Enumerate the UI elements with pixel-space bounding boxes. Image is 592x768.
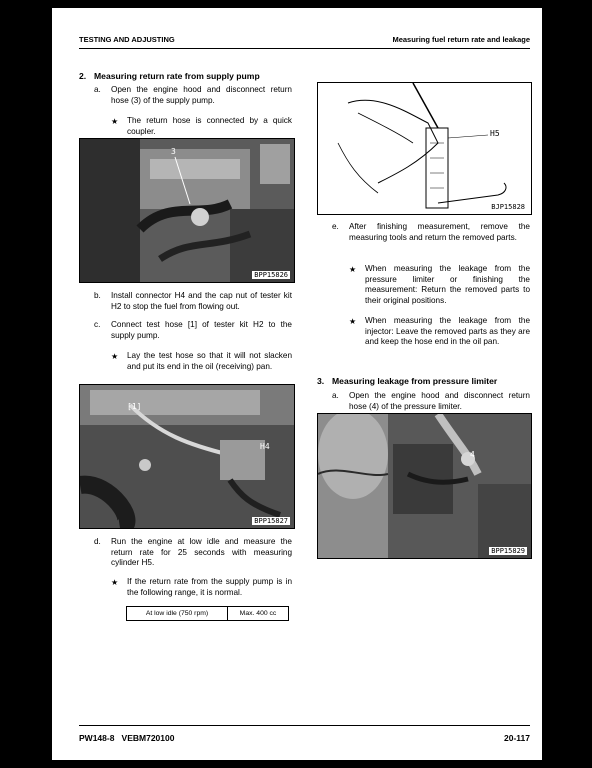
engine-photo-1 [80, 139, 294, 282]
engine-photo-2 [80, 385, 294, 528]
step-2c-label: c. [94, 320, 101, 329]
step-3a-text: Open the engine hood and disconnect return hose (4) of the pressure limiter. [349, 391, 530, 411]
star-icon: ★ [111, 117, 119, 126]
section-2-title: Measuring return rate from supply pump [94, 71, 260, 81]
manual-page [52, 8, 542, 760]
step-2e-note-2: When measuring the leakage from the injector: Leave the removed parts as they are and keep the hose end in the oil pan. [365, 316, 530, 347]
figure-id: BPP15829 [491, 547, 525, 555]
header-rule [79, 48, 530, 49]
step-2a-text: Open the engine hood and disconnect return hose (3) of the supply pump. [111, 85, 292, 105]
step-2d-note: If the return rate from the supply pump is in the following range, it is normal. [127, 577, 292, 597]
step-2c-text: Connect test hose [1] of tester kit H2 to the supply pump. [111, 320, 292, 340]
table-condition-cell: At low idle (750 rpm) [127, 607, 228, 621]
engine-photo-3 [318, 414, 531, 558]
star-icon: ★ [349, 265, 357, 274]
callout-3: 3 [171, 147, 176, 156]
step-2b-label: b. [94, 291, 101, 300]
footer-model-name: PW148-8 [79, 733, 115, 743]
section-2-number: 2. [79, 71, 87, 81]
step-2a-label: a. [94, 85, 101, 94]
footer-rule [79, 725, 530, 726]
header-topic-title: Measuring fuel return rate and leakage [392, 35, 530, 44]
footer-page-number: 20-117 [504, 733, 530, 743]
callout-test-hose: [1] [127, 402, 142, 411]
return-rate-table [126, 606, 289, 621]
callout-h4: H4 [260, 442, 270, 451]
step-2e-text: After finishing measurement, remove the measuring tools and return the removed parts. [349, 222, 530, 242]
figure-id: BPP15827 [254, 517, 288, 525]
table-row [127, 607, 289, 621]
figure-id: BPP15826 [254, 271, 288, 279]
figure-id: BJP15828 [491, 203, 525, 211]
table-value-cell: Max. 400 cc [228, 607, 289, 621]
step-2e-label: e. [332, 222, 339, 231]
step-2c-note: Lay the test hose so that it will not slacken and put its end in the oil (receiving) pan. [127, 351, 292, 371]
step-3a-label: a. [332, 391, 339, 400]
figure-test-hose [79, 384, 295, 529]
step-2e-note-1: When measuring the leakage from the pressure limiter or finishing the measurement: Return the removed parts to their original positions. [365, 264, 530, 305]
callout-h5: H5 [490, 129, 500, 138]
step-2b-text: Install connector H4 and the cap nut of tester kit H2 to stop the fuel from flowing out. [111, 291, 292, 311]
figure-pressure-limiter-hose [317, 413, 532, 559]
footer-model [79, 733, 174, 743]
star-icon: ★ [111, 578, 119, 587]
footer-doc-number: VEBM720100 [121, 733, 175, 743]
step-2d-label: d. [94, 537, 101, 546]
figure-supply-pump-hose [79, 138, 295, 283]
step-2d-text: Run the engine at low idle and measure the return rate for 25 seconds with measuring cylinder H5. [111, 537, 292, 568]
section-3-title: Measuring leakage from pressure limiter [332, 376, 498, 386]
step-2a-note: The return hose is connected by a quick coupler. [127, 116, 292, 136]
measuring-cylinder-drawing [318, 83, 531, 214]
star-icon: ★ [349, 317, 357, 326]
section-3-number: 3. [317, 376, 325, 386]
header-section-title: TESTING AND ADJUSTING [79, 35, 175, 44]
figure-measuring-cylinder [317, 82, 532, 215]
star-icon: ★ [111, 352, 119, 361]
callout-4: 4 [470, 450, 475, 459]
